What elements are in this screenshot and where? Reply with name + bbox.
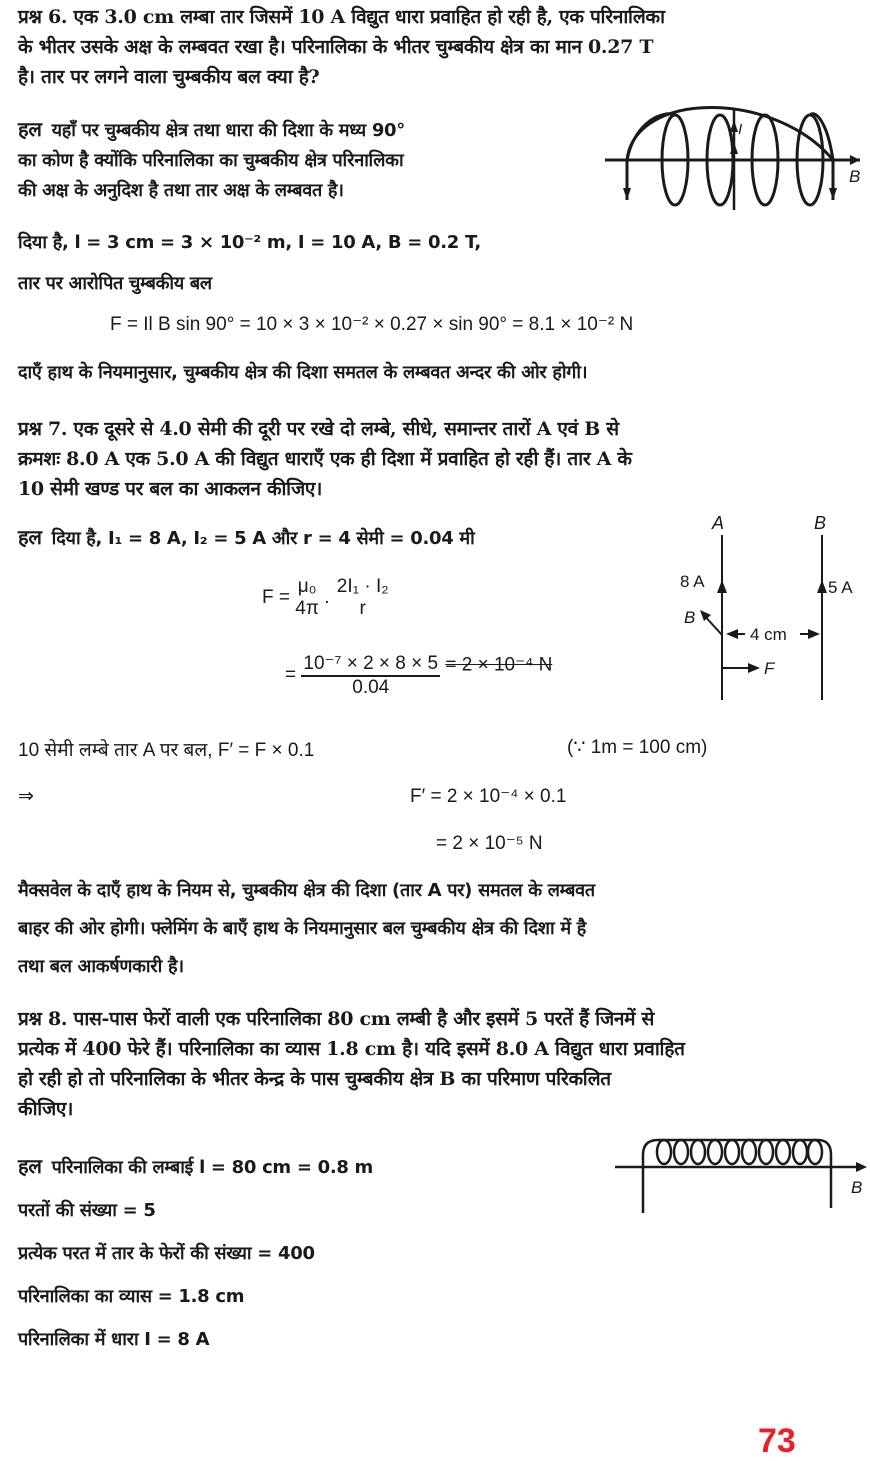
question-6-line-3: है। तार पर लगने वाला चुम्बकीय बल क्या है?	[18, 66, 320, 88]
step2-7: = 2 × 10⁻⁵ N	[436, 833, 543, 854]
solution-7-given: हल दिया है, I₁ = 8 A, I₂ = 5 A और r = 4 सेमी = 0.04 मी	[18, 525, 475, 549]
formula-7: F = μ₀ 4π . 2I₁ · I₂ r	[262, 576, 389, 619]
distance-label: 4 cm	[750, 625, 787, 644]
question-6-line-2: के भीतर उसके अक्ष के लम्बवत रखा है। परिनालिका के भीतर चुम्बकीय क्षेत्र का मान 0.27 T	[18, 36, 654, 58]
force-label-6: तार पर आरोपित चुम्बकीय बल	[18, 273, 212, 294]
question-8-label: प्रश्न 8.	[18, 1008, 68, 1030]
question-7-label: प्रश्न 7.	[18, 418, 68, 440]
current-b-label: 5 A	[828, 578, 853, 597]
solution-8-label: हल	[18, 1154, 42, 1178]
wire-b-label: B	[814, 513, 827, 533]
conclusion-6: दाएँ हाथ के नियमानुसार, चुम्बकीय क्षेत्र की दिशा समतल के लम्बवत अन्दर की ओर होगी।	[18, 362, 588, 383]
step1-7: F′ = 2 × 10⁻⁴ × 0.1	[410, 786, 567, 807]
solution-6: हल यहाँ पर चुम्बकीय क्षेत्र तथा धारा की दिशा के मध्य 90° का कोण है क्योंकि परिनालिका का चुम्बकीय क्षेत्र परिनालिका की अक्ष के अनुदिश है तथा तार अक्ष के लम्बवत है।	[18, 117, 405, 201]
field-label: B	[849, 167, 861, 186]
implies-7: ⇒	[18, 786, 34, 807]
given-6: दिया है, l = 3 cm = 3 × 10⁻² m, I = 10 A, B = 0.2 T,	[18, 232, 481, 253]
solution-6-label: हल	[18, 117, 42, 141]
wire-a-label: A	[712, 513, 725, 533]
solenoid-coil-diagram	[600, 1130, 870, 1230]
question-7: प्रश्न 7. एक दूसरे से 4.0 सेमी की दूरी पर रखे दो लम्बे, सीधे, समान्तर तारों A एवं B से क्रमशः 8.0 A एक 5.0 A की विद्युत धाराएँ एक ही दिशा में प्रवाहित हो रही हैं। तार A के 10 सेमी खण्ड पर बल का आकलन कीजिए।	[18, 418, 632, 500]
question-8: प्रश्न 8. पास-पास फेरों वाली एक परिनालिका 80 cm लम्बी है और इसमें 5 परतें हैं जिनमें से प्रत्येक में 400 फेरे हैं। परिनालिका का व्यास 1.8 cm है। यदि इसमें 8.0 A विद्युत धारा प्रवाहित हो रही हो तो परिनालिका के भीतर केन्द्र के पास चुम्बकीय क्षेत्र B का परिमाण परिकलित कीजिए।	[18, 1008, 685, 1120]
substitution-7: = $\frac{\text{10⁻⁷ × 2 × 8 × 5}}{0.04}$ = 2 × 10⁻⁴ N	[285, 653, 553, 698]
conclusion-7: मैक्सवेल के दाएँ हाथ के नियम से, चुम्बकीय क्षेत्र की दिशा (तार A पर) समतल के लम्बवत बाहर की ओर होगी। फ्लेमिंग के बाएँ हाथ के नियमानुसार बल चुम्बकीय क्षेत्र की दिशा में है तथा बल आकर्षणकारी है।	[18, 880, 595, 977]
solenoid-field-diagram	[595, 100, 870, 215]
field-b-label: B	[684, 608, 696, 627]
question-6	[18, 2, 868, 92]
equation-6: F = Il B sin 90° = 10 × 3 × 10⁻² × 0.27 × sin 90° = 8.1 × 10⁻² N	[110, 314, 634, 335]
field-label: B	[851, 1178, 863, 1197]
note-7: (∵ 1m = 100 cm)	[567, 737, 708, 758]
current-label: I	[738, 121, 743, 138]
solution-7-label: हल	[18, 525, 42, 549]
parallel-wires-diagram	[660, 505, 870, 715]
segment-force-7: 10 सेमी लम्बे तार A पर बल, F′ = F × 0.1	[18, 740, 315, 761]
question-6-label: प्रश्न 6.	[18, 6, 68, 28]
page-number: 73	[758, 1422, 796, 1460]
current-a-label: 8 A	[680, 572, 705, 591]
question-6-line-1: प्रश्न 6. एक 3.0 cm लम्बा तार जिसमें 10 A विद्युत धारा प्रवाहित हो रही है, एक परिनालिका	[18, 6, 665, 28]
solution-8: हल परिनालिका की लम्बाई l = 80 cm = 0.8 m परतों की संख्या = 5 प्रत्येक परत में तार के फेरों की संख्या = 400 परिनालिका का व्यास = 1.8 cm परिनालिका में धारा I = 8 A	[18, 1154, 374, 1350]
force-label: F	[764, 659, 775, 678]
